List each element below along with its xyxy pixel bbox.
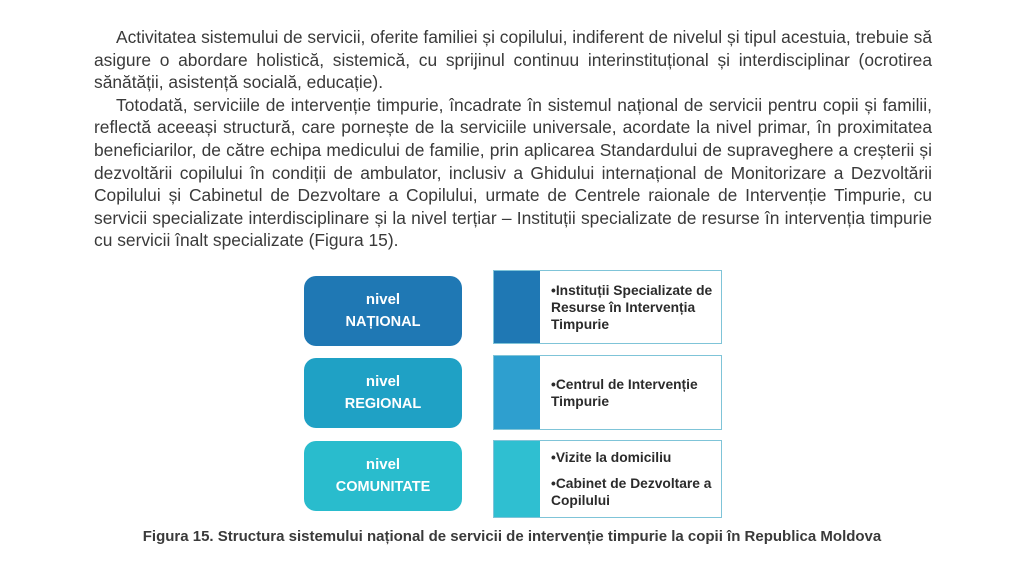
detail-community-item-2: •Cabinet de Dezvoltare a Copilului bbox=[551, 476, 712, 508]
detail-community-bar bbox=[494, 441, 540, 517]
detail-community-box bbox=[493, 440, 722, 518]
detail-national-text bbox=[551, 271, 717, 343]
detail-regional-item-1: •Centrul de Intervenție Timpurie bbox=[551, 376, 698, 409]
paragraph-1: Activitatea sistemului de servicii, oferite familiei și copilului, indiferent de nivelul și tipul acestuia, trebuie să asigure o abordare holistică, sistemică, cu sprijinul continuu interinstituțional și interdisciplinar (ocrotirea sănătății, asistență socială, educație). bbox=[94, 27, 932, 93]
detail-regional-bar bbox=[494, 356, 540, 429]
detail-community-text bbox=[551, 441, 717, 517]
detail-national-bar bbox=[494, 271, 540, 343]
level-regional-prefix: nivel bbox=[365, 373, 401, 390]
level-national-label: NAȚIONAL bbox=[345, 314, 421, 330]
body-text bbox=[94, 26, 932, 252]
level-national-prefix: nivel bbox=[365, 291, 401, 308]
detail-regional-text bbox=[551, 356, 717, 429]
paragraph-2: Totodată, serviciile de intervenție timpurie, încadrate în sistemul național de servicii pentru copii și familii, reflectă aceeași structură, care pornește de la serviciile universale, acordate la nivel primar, în proximitatea beneficiarilor, de către echipa medicului de familie, prin aplicarea Standardului de supraveghere a creșterii și dezvoltării copilului în condiții de ambulator, inclusiv a Ghidului internațional de Monitorizare a Dezvoltării Copilului și Cabinetul de Dezvoltare a Copilului, urmate de Centrele raionale de Intervenție Timpurie, cu servicii specializate interdisciplinare și la nivel terțiar – Instituții specializate de resurse în intervenția timpurie cu servicii înalt specializate (Figura 15). bbox=[94, 94, 932, 251]
level-regional-label: REGIONAL bbox=[344, 396, 422, 412]
level-regional-box bbox=[304, 358, 462, 428]
detail-community-item-1: •Vizite la domiciliu bbox=[551, 450, 672, 465]
level-community-label: COMUNITATE bbox=[335, 479, 431, 495]
level-national-box bbox=[304, 276, 462, 346]
detail-regional-box bbox=[493, 355, 722, 430]
level-community-box bbox=[304, 441, 462, 511]
detail-national-box bbox=[493, 270, 722, 344]
level-community-prefix: nivel bbox=[365, 456, 401, 473]
figure-caption: Figura 15. Structura sistemului național de servicii de intervenție timpurie la copii în Republica Moldova bbox=[142, 528, 882, 545]
detail-national-item-1: •Instituții Specializate de Resurse în Intervenția Timpurie bbox=[551, 282, 713, 332]
